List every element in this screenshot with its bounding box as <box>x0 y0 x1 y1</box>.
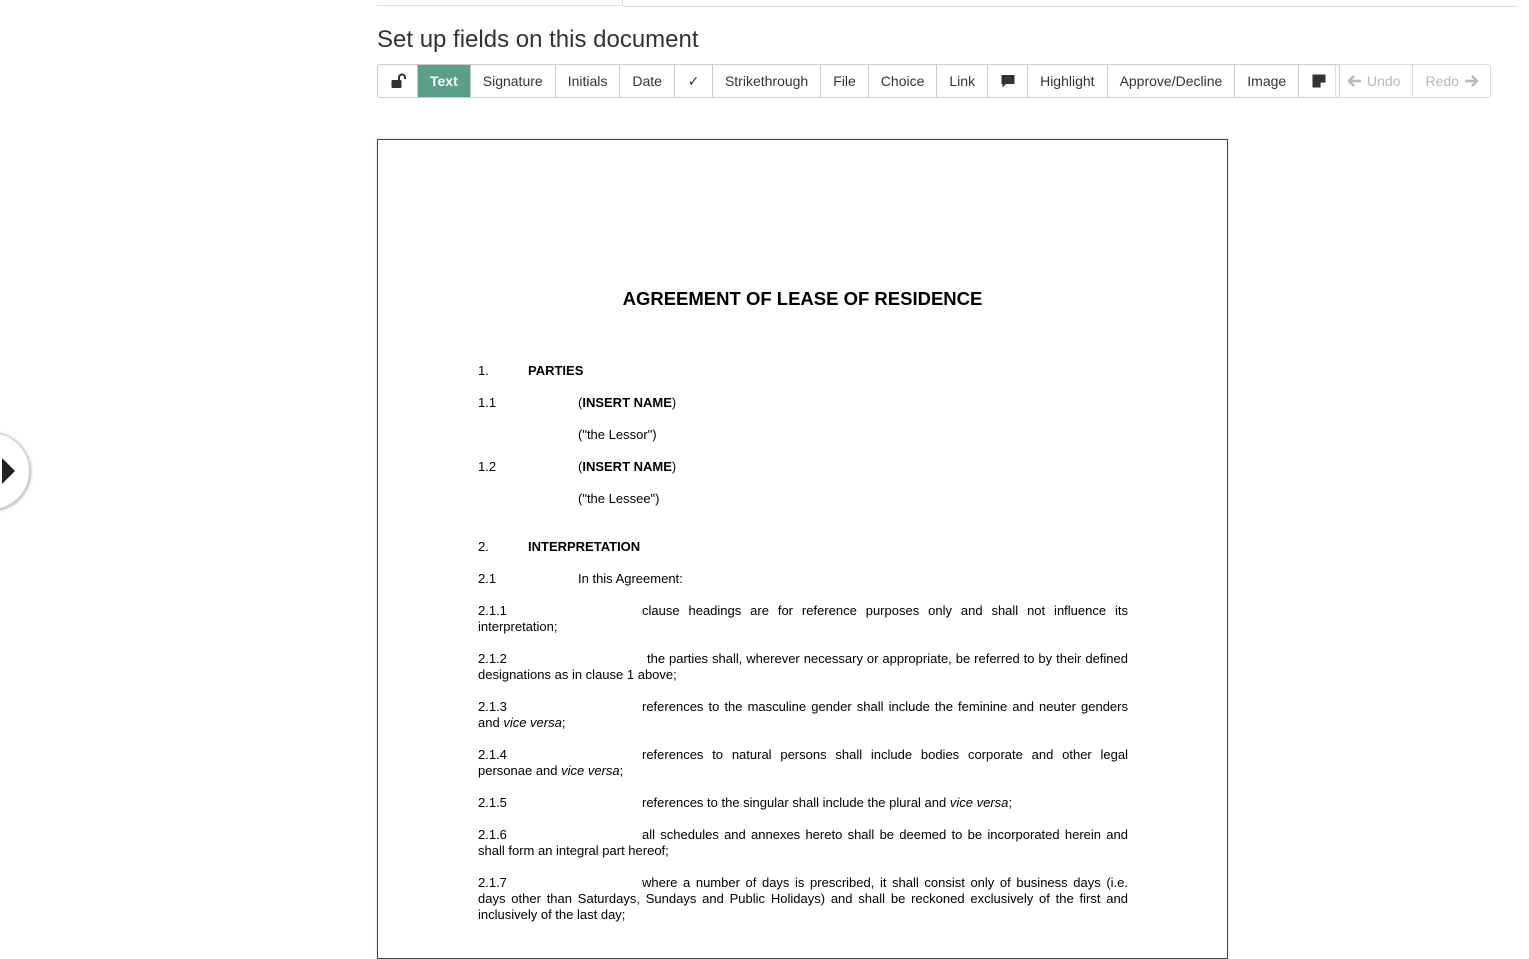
unlock-icon <box>390 73 406 89</box>
clause-italic: vice versa <box>561 763 620 778</box>
clause-number: 2.1.1 <box>478 603 507 618</box>
clause-punct: ; <box>619 763 624 778</box>
sticky-note-button[interactable] <box>1299 65 1339 97</box>
undo-button[interactable] <box>1336 65 1412 97</box>
redo-button[interactable] <box>1412 65 1489 97</box>
clause-number: 2.1.5 <box>478 795 507 810</box>
clause-punct: ; <box>1008 795 1013 810</box>
highlight-field-button[interactable]: Highlight <box>1028 65 1107 97</box>
lessor-name-placeholder: INSERT NAME <box>582 395 672 410</box>
section-2-heading: INTERPRETATION <box>528 539 641 554</box>
comment-field-button[interactable] <box>988 65 1028 97</box>
image-field-button[interactable]: Image <box>1235 65 1299 97</box>
clause-number: 2.1.6 <box>478 827 507 842</box>
section-1-number: 1. <box>478 363 489 378</box>
paren-open: ( <box>578 395 583 410</box>
date-field-button[interactable]: Date <box>620 65 675 97</box>
clause-text: clause headings are for reference purposes only and shall not influence its interpretation; <box>478 603 1128 634</box>
clause-1-2-party <box>578 459 676 475</box>
tab-divider <box>623 6 1517 7</box>
file-field-button[interactable]: File <box>821 65 869 97</box>
document-page[interactable] <box>377 139 1228 959</box>
clause-2-1-5 <box>478 795 1128 811</box>
signature-field-button[interactable]: Signature <box>471 65 556 97</box>
clause-2-1-1 <box>478 603 1128 635</box>
clause-2-1-number: 2.1 <box>478 571 497 586</box>
history-controls <box>1335 64 1491 98</box>
clause-text: references to natural persons shall include bodies corporate and other legal personae and <box>478 747 1128 778</box>
clause-2-1-7 <box>478 875 1128 923</box>
initials-field-button[interactable]: Initials <box>556 65 621 97</box>
clause-2-1-4 <box>478 747 1128 779</box>
document-tabs <box>377 0 1517 7</box>
document-title: AGREEMENT OF LEASE OF RESIDENCE <box>622 288 983 309</box>
arrow-right-icon <box>1464 75 1478 87</box>
clause-number: 2.1.7 <box>478 875 507 890</box>
lessor-designation: ("the Lessor") <box>578 427 657 442</box>
checkmark-field-button[interactable]: ✓ <box>675 65 713 97</box>
clause-italic: vice versa <box>503 715 562 730</box>
clause-text: references to the singular shall include the plural and <box>642 795 950 810</box>
comment-icon <box>1000 73 1016 89</box>
paren-close: ) <box>671 395 677 410</box>
choice-field-button[interactable]: Choice <box>869 65 938 97</box>
clause-2-1-3 <box>478 699 1128 731</box>
clause-text: where a number of days is prescribed, it shall consist only of business days (i.e. days other than Saturdays, Sundays and Public Holidays) and shall be reckoned exclusively of the first and inclusively of the last day; <box>478 875 1128 922</box>
active-document-tab[interactable] <box>377 0 623 6</box>
clause-number: 2.1.2 <box>478 651 507 666</box>
caret-right-icon <box>2 458 15 484</box>
clause-1-1-number: 1.1 <box>478 395 497 410</box>
clause-number: 2.1.4 <box>478 747 507 762</box>
clause-text: all schedules and annexes hereto shall be deemed to be incorporated herein and shall form an integral part hereof; <box>478 827 1128 858</box>
clause-1-1-party <box>578 395 676 411</box>
paren-open: ( <box>578 459 583 474</box>
clause-number: 2.1.3 <box>478 699 507 714</box>
clause-italic: vice versa <box>949 795 1009 810</box>
lessee-designation: ("the Lessee") <box>578 491 660 506</box>
approve-decline-field-button[interactable]: Approve/Decline <box>1108 65 1236 97</box>
paren-close: ) <box>671 459 677 474</box>
clause-text: references to the masculine gender shall include the feminine and neuter genders and <box>478 699 1128 730</box>
clause-2-1-text: In this Agreement: <box>578 571 683 586</box>
redo-label: Redo <box>1425 73 1459 89</box>
lock-toggle-button[interactable] <box>378 65 418 97</box>
lessee-name-placeholder: INSERT NAME <box>582 459 672 474</box>
link-field-button[interactable]: Link <box>937 65 988 97</box>
section-2-number: 2. <box>478 539 489 554</box>
text-field-button[interactable]: Text <box>418 65 471 97</box>
clause-2-1-6 <box>478 827 1128 859</box>
strikethrough-field-button[interactable]: Strikethrough <box>713 65 821 97</box>
clause-1-2-number: 1.2 <box>478 459 497 474</box>
section-1-heading: PARTIES <box>528 363 584 378</box>
sticky-note-icon <box>1311 73 1327 89</box>
page-title: Set up fields on this document <box>377 26 699 53</box>
arrow-left-icon <box>1348 75 1362 87</box>
clause-text: the parties shall, wherever necessary or appropriate, be referred to by their defined designations as in clause 1 above; <box>478 651 1128 682</box>
clause-2-1-2 <box>478 651 1128 683</box>
undo-label: Undo <box>1367 73 1401 89</box>
field-toolbar <box>377 64 1340 98</box>
clause-punct: ; <box>561 715 566 730</box>
